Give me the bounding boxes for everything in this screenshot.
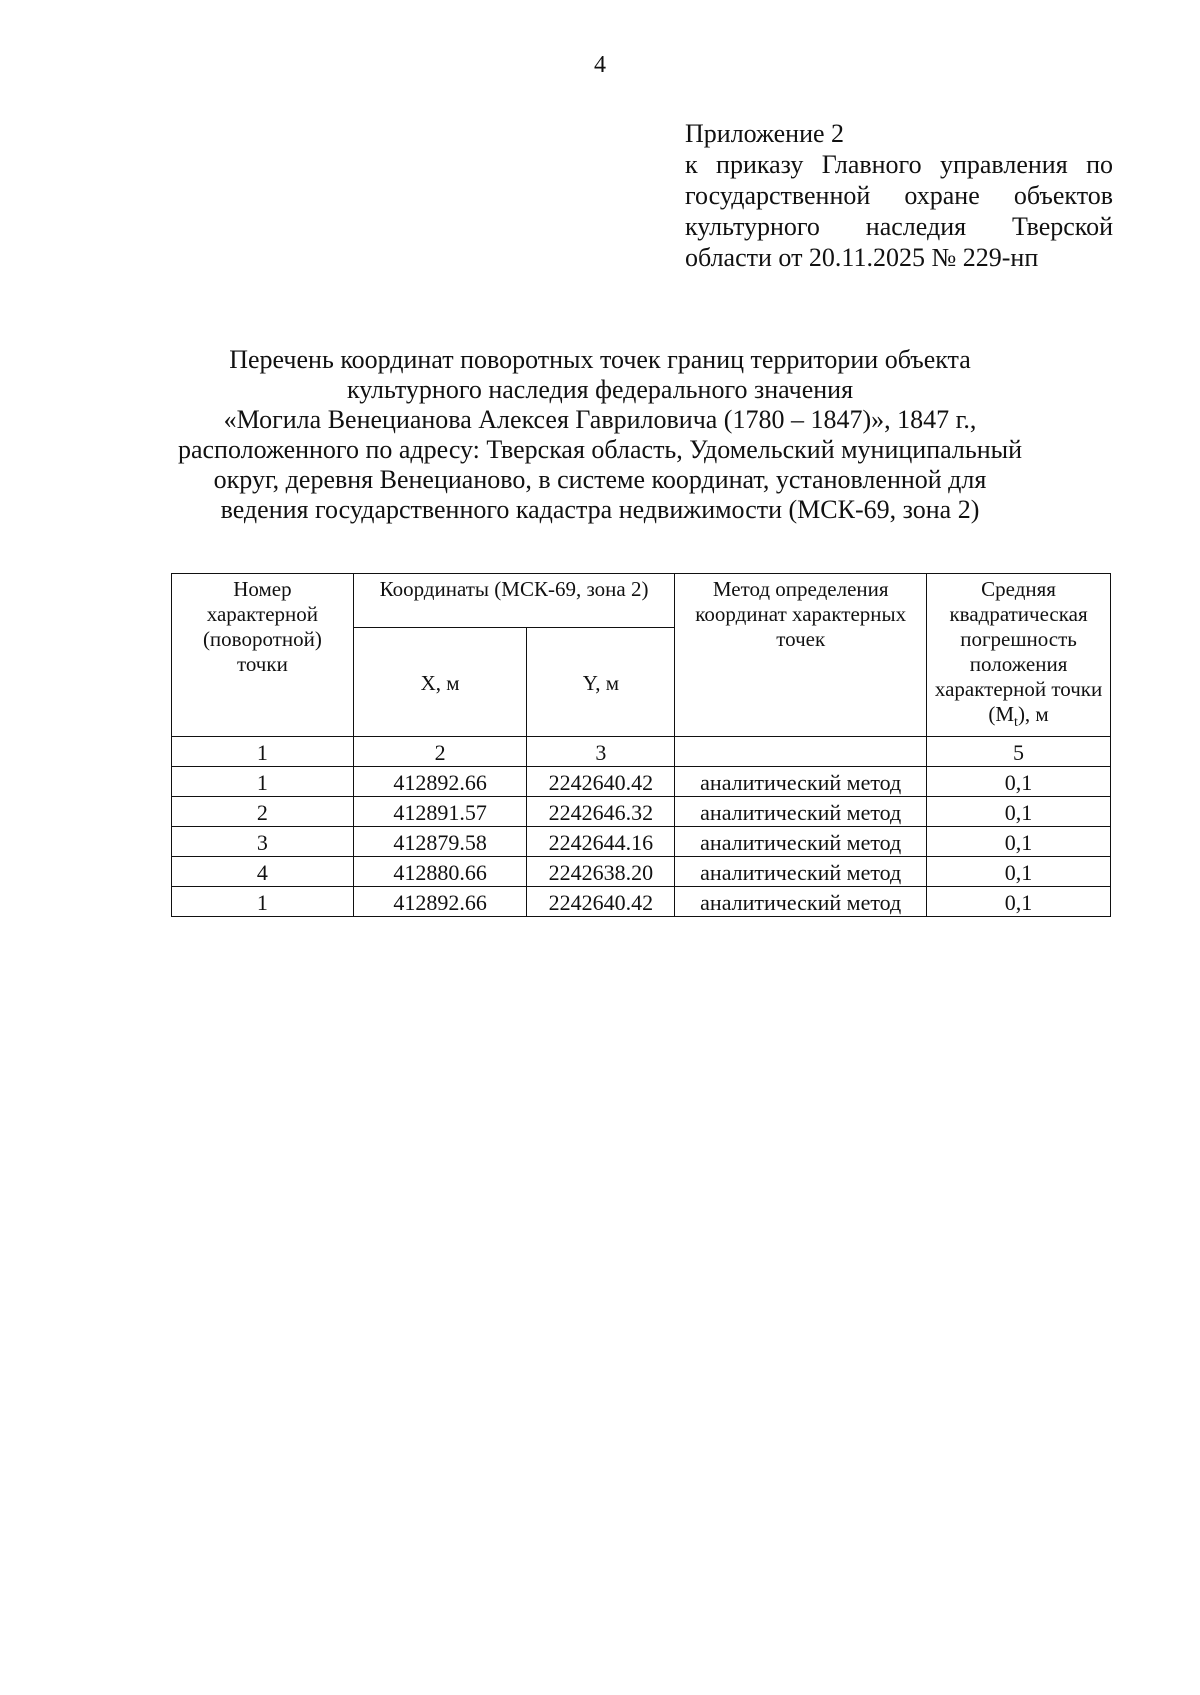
- header-method: Метод определения координат характерных точек: [675, 574, 927, 737]
- title-line: Перечень координат поворотных точек границ территории объекта: [229, 345, 971, 374]
- appendix-body: к приказу Главного управления по государственной охране объектов культурного наследия Тверской области от 20.11.2025 № 229-нп: [685, 150, 1113, 272]
- appendix-title: Приложение 2: [685, 119, 845, 148]
- table-row: [172, 857, 1111, 887]
- cell-point: 1: [172, 887, 354, 917]
- column-number: 1: [172, 737, 354, 767]
- column-number: 5: [927, 737, 1111, 767]
- header-error-text: Средняя квадратическая погрешность положения характерной точки (M: [934, 577, 1103, 726]
- cell-error: 0,1: [927, 797, 1111, 827]
- document-title: [150, 345, 1050, 525]
- cell-point: 3: [172, 827, 354, 857]
- header-error-tail: ), м: [1017, 702, 1049, 726]
- header-error: [927, 574, 1111, 737]
- page-number: 4: [594, 52, 606, 78]
- table-row: [172, 767, 1111, 797]
- cell-point: 4: [172, 857, 354, 887]
- cell-point: 2: [172, 797, 354, 827]
- title-line: расположенного по адресу: Тверская область, Удомельский муниципальный: [177, 435, 1023, 464]
- cell-y: 2242640.42: [527, 767, 675, 797]
- cell-y: 2242644.16: [527, 827, 675, 857]
- appendix-block: [685, 118, 1113, 273]
- cell-y: 2242640.42: [527, 887, 675, 917]
- title-line: округ, деревня Венецианово, в системе координат, установленной для: [213, 465, 987, 494]
- cell-method: аналитический метод: [675, 797, 927, 827]
- cell-y: 2242638.20: [527, 857, 675, 887]
- cell-error: 0,1: [927, 827, 1111, 857]
- title-line: «Могила Венецианова Алексея Гавриловича (1780 – 1847)», 1847 г.,: [223, 405, 977, 434]
- cell-method: аналитический метод: [675, 767, 927, 797]
- header-y: Y, м: [527, 628, 675, 737]
- table-row: [172, 887, 1111, 917]
- column-number: 3: [527, 737, 675, 767]
- title-line: ведения государственного кадастра недвижимости (МСК-69, зона 2): [220, 495, 980, 524]
- cell-y: 2242646.32: [527, 797, 675, 827]
- column-number: 2: [353, 737, 527, 767]
- header-error-subscript: t: [1014, 715, 1018, 731]
- cell-x: 412892.66: [353, 767, 527, 797]
- cell-x: 412879.58: [353, 827, 527, 857]
- cell-method: аналитический метод: [675, 857, 927, 887]
- column-number: [675, 737, 927, 767]
- header-point-number: Номер характерной (поворотной) точки: [172, 574, 354, 737]
- cell-error: 0,1: [927, 767, 1111, 797]
- column-number-row: [172, 737, 1111, 767]
- cell-error: 0,1: [927, 887, 1111, 917]
- cell-method: аналитический метод: [675, 887, 927, 917]
- header-row: [172, 574, 1111, 628]
- cell-x: 412892.66: [353, 887, 527, 917]
- cell-error: 0,1: [927, 857, 1111, 887]
- table-row: [172, 797, 1111, 827]
- header-x: X, м: [353, 628, 527, 737]
- coordinates-table: [171, 573, 1111, 917]
- cell-method: аналитический метод: [675, 827, 927, 857]
- cell-x: 412891.57: [353, 797, 527, 827]
- header-coordinates: Координаты (МСК-69, зона 2): [353, 574, 675, 628]
- cell-point: 1: [172, 767, 354, 797]
- title-line: культурного наследия федерального значения: [346, 375, 854, 404]
- cell-x: 412880.66: [353, 857, 527, 887]
- table-row: [172, 827, 1111, 857]
